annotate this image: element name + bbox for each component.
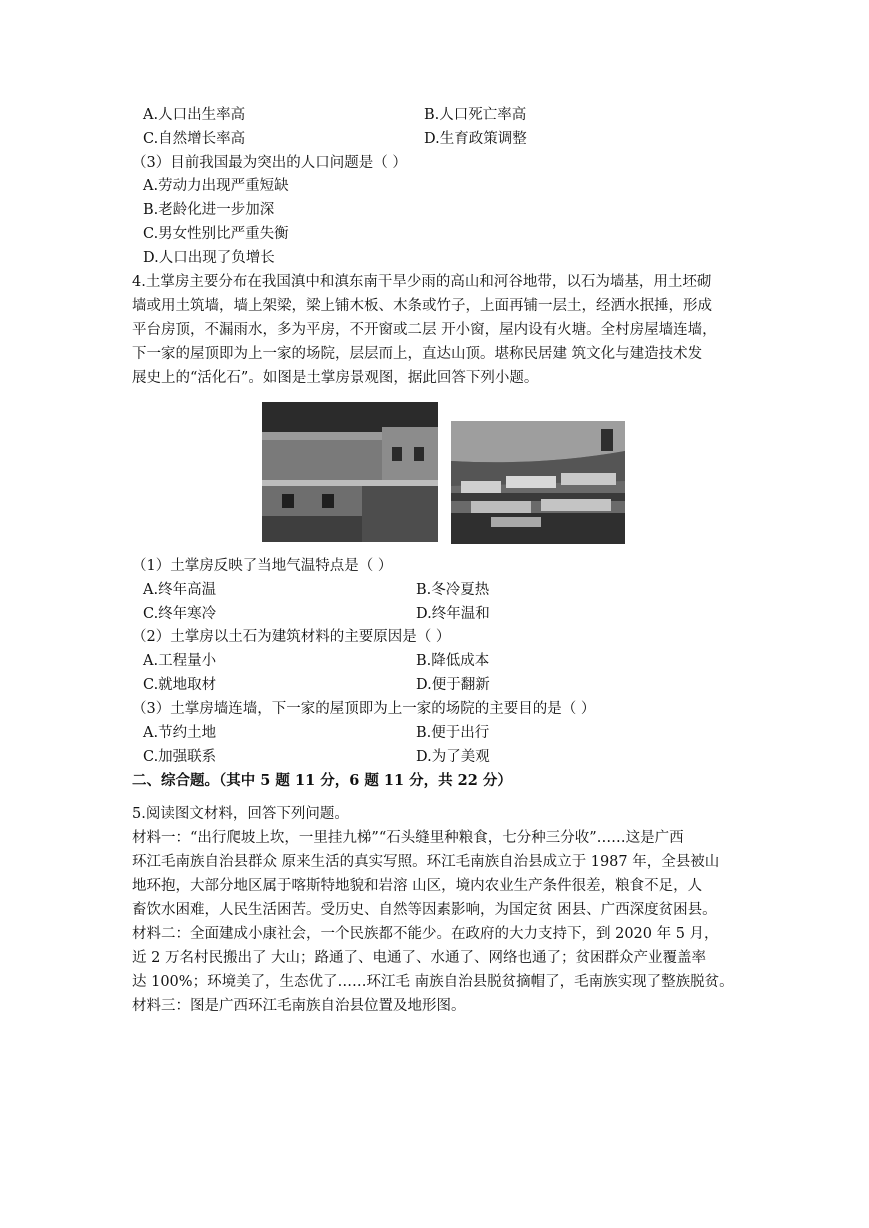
option-c: C.加强联系	[143, 749, 217, 765]
option-a: A.节约土地	[143, 725, 217, 741]
passage-line: 材料二：全面建成小康社会，一个民族都不能少。在政府的大力支持下，到 2020 年 5 月，	[132, 926, 719, 942]
option-d: D.人口出现了负增长	[143, 250, 275, 266]
question-stem: （3）土掌房墙连墙，下一家的屋顶即为上一家的场院的主要目的是（ ）	[132, 701, 596, 717]
option-d: D.为了美观	[416, 749, 490, 765]
option-b: B.降低成本	[416, 653, 490, 669]
option-d: D.便于翻新	[416, 677, 490, 693]
passage-line: 下一家的屋顶即为上一家的场院，层层而上，直达山顶。堪称民居建 筑文化与建造技术发	[132, 346, 703, 362]
option-c: C.自然增长率高	[143, 131, 246, 147]
passage-line: 环江毛南族自治县群众 原来生活的真实写照。环江毛南族自治县成立于 1987 年，全县被山	[132, 854, 720, 870]
passage-line: 4.土掌房主要分布在我国滇中和滇东南干旱少雨的高山和河谷地带，以石为墙基，用土坯砌	[132, 274, 712, 290]
option-a: A.终年高温	[143, 582, 217, 598]
option-b: B.老龄化进一步加深	[143, 202, 275, 218]
section-title: 二、综合题。（其中 5 题 11 分，6 题 11 分，共 22 分）	[132, 772, 512, 789]
option-b: B.便于出行	[416, 725, 490, 741]
option-d: D.生育政策调整	[424, 131, 527, 147]
option-d: D.终年温和	[416, 606, 490, 622]
passage-line: 展史上的“活化石”。如图是土掌房景观图，据此回答下列小题。	[132, 370, 539, 386]
option-a: A.劳动力出现严重短缺	[143, 178, 289, 194]
question-stem: （2）土掌房以土石为建筑材料的主要原因是（ ）	[132, 629, 451, 645]
option-c: C.终年寒冷	[143, 606, 217, 622]
question-stem: （3）目前我国最为突出的人口问题是（ ）	[132, 155, 407, 171]
passage-line: 近 2 万名村民搬出了 大山；路通了、电通了、水通了、网络也通了；贫困群众产业覆盖率	[132, 950, 707, 966]
earthen-house-photo-right	[451, 421, 625, 544]
earthen-house-photo-left	[262, 402, 438, 542]
passage-line: 墙或用土筑墙，墙上架梁，梁上铺木板、木条或竹子，上面再铺一层土，经洒水抿捶，形成	[132, 298, 712, 314]
option-b: B.冬冷夏热	[416, 582, 490, 598]
passage-line: 畜饮水困难，人民生活困苦。受历史、自然等因素影响，为国定贫 困县、广西深度贫困县。	[132, 902, 717, 918]
passage-line: 材料三：图是广西环江毛南族自治县位置及地形图。	[132, 998, 466, 1014]
option-b: B.人口死亡率高	[424, 107, 527, 123]
passage-line: 材料一：“出行爬坡上坎，一里挂九梯”“石头缝里种粮食，七分种三分收”……这是广西	[132, 830, 684, 846]
question-stem: （1）土掌房反映了当地气温特点是（ ）	[132, 558, 393, 574]
option-a: A.人口出生率高	[143, 107, 246, 123]
option-c: C.就地取材	[143, 677, 217, 693]
option-c: C.男女性别比严重失衡	[143, 226, 289, 242]
passage-line: 5.阅读图文材料，回答下列问题。	[132, 806, 349, 822]
passage-line: 平台房顶，不漏雨水，多为平房，不开窗或二层 开小窗，屋内设有火塘。全村房屋墙连墙，	[132, 322, 717, 338]
option-a: A.工程量小	[143, 653, 217, 669]
passage-line: 达 100%；环境美了，生态优了……环江毛 南族自治县脱贫摘帽了，毛南族实现了整族脱贫。	[132, 974, 734, 990]
passage-line: 地环抱，大部分地区属于喀斯特地貌和岩溶 山区，境内农业生产条件很差，粮食不足，人	[132, 878, 703, 894]
